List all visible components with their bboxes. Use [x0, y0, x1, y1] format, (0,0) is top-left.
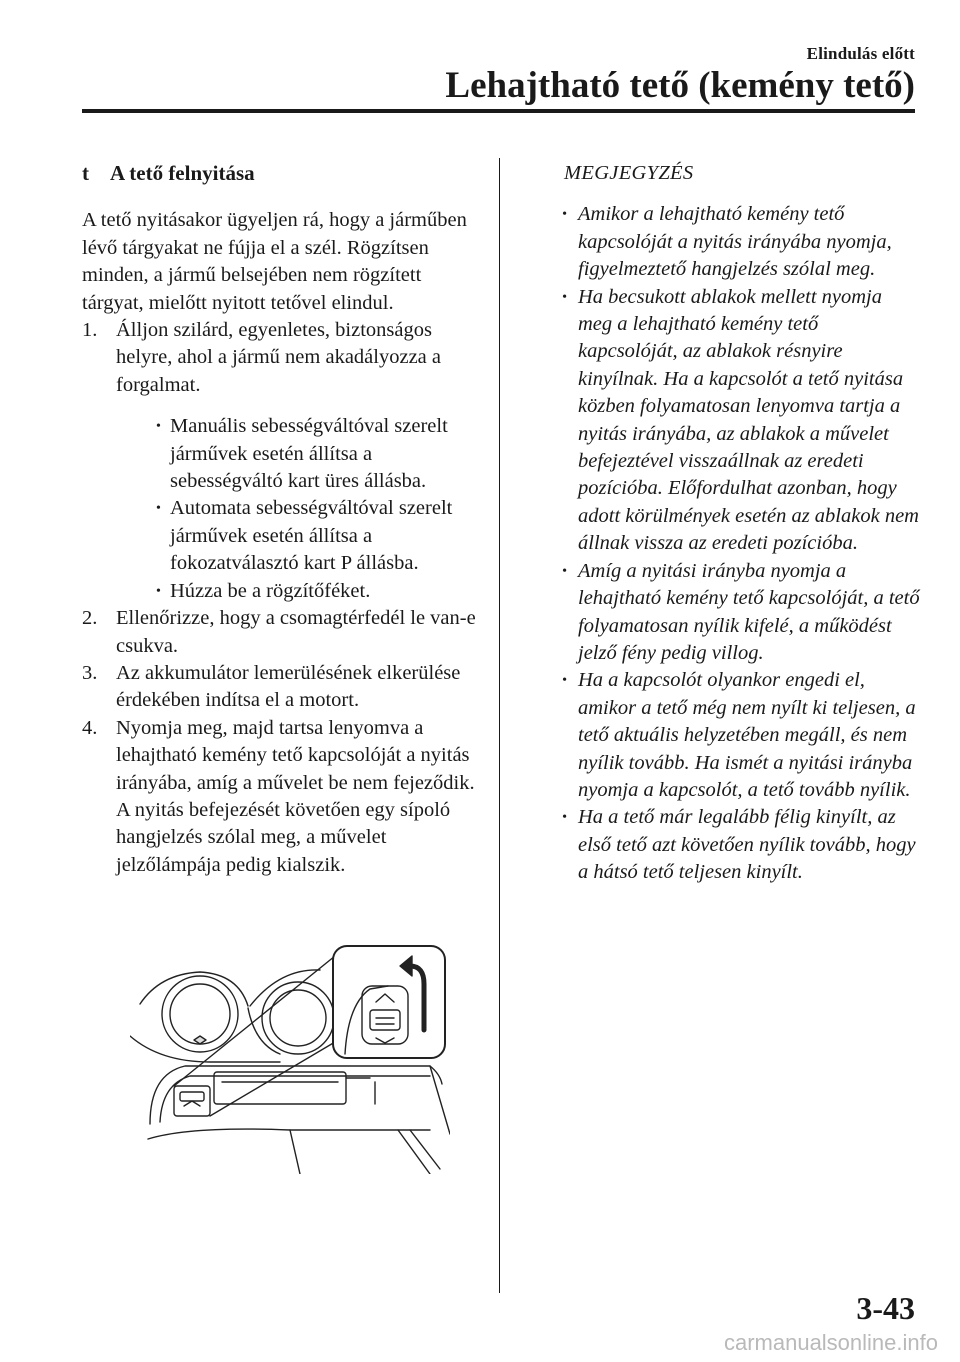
page-number: 3-43 [856, 1290, 915, 1326]
step-1 [82, 317, 477, 605]
bullet-text: Manuális sebességváltóval szerelt járművek esetén állítsa a sebességváltó kart üres állásba. [170, 415, 448, 493]
step-3 [82, 660, 477, 715]
note-text: Amíg a nyitási irányba nyomja a lehajtható kemény tető kapcsolóját, a tető folyamatosan nyílik kifelé, a működést jelző fény pedig villog. [578, 559, 920, 664]
section-heading [82, 160, 477, 187]
roof-switch-illustration [130, 944, 450, 1174]
list-item [556, 284, 921, 558]
intro-paragraph: A tető nyitásakor ügyeljen rá, hogy a járműben lévő tárgyakat ne fújja el a szél. Rögzítsen minden, a jármű belsejében nem rögzített tárgyat, mielőtt nyitott tetővel elindul. [82, 209, 467, 314]
note-text: Ha a kapcsolót olyankor engedi el, amikor a tető még nem nyílt ki teljesen, a tető aktuális helyzetében megáll, és nem nyílik tovább. Ha ismét a nyitási irányba nyomja a kapcsolót, a tető tovább nyílik. [578, 669, 916, 801]
section-heading-text: A tető felnyitása [110, 161, 255, 185]
step-number: 1. [82, 319, 98, 342]
step-text: Ellenőrizze, hogy a csomagtérfedél le van-e csukva. [116, 607, 476, 657]
bullet-icon: • [562, 810, 567, 826]
list-item [116, 495, 477, 577]
bullet-icon: • [156, 501, 161, 517]
note-text: Amikor a lehajtható kemény tető kapcsolóját a nyitás irányába nyomja, figyelmeztető hangjelzés szólal meg. [578, 203, 892, 281]
gauge-cluster-drawing [130, 970, 334, 1062]
list-item [556, 558, 921, 668]
list-item [116, 413, 477, 495]
list-item [556, 804, 921, 886]
note-title: MEGJEGYZÉS [564, 162, 694, 184]
step-number: 3. [82, 661, 98, 684]
steps-list [82, 317, 477, 879]
bullet-text: Automata sebességváltóval szerelt járművek esetén állítsa a fokozatválasztó kart P állásba. [170, 497, 453, 575]
bullet-icon: • [562, 563, 567, 579]
bullet-icon: • [562, 673, 567, 689]
step-2 [82, 605, 477, 660]
step-text: Nyomja meg, majd tartsa lenyomva a lehajtható kemény tető kapcsolóját a nyitás irányába, amíg a művelet be nem fejeződik. A nyitás befejezését követően egy sípoló hangjelzés szólal meg, a művelet jelzőlámpája pedig kialszik. [116, 716, 475, 876]
note-text: Ha a tető már legalább félig kinyílt, az első tető azt követően nyílik tovább, hogy a hátsó tető teljesen kinyílt. [578, 806, 916, 884]
left-column [82, 160, 477, 879]
list-item [116, 578, 477, 605]
note-column [556, 160, 921, 887]
header-rule [82, 109, 915, 113]
step-number: 4. [82, 716, 98, 739]
page-title: Lehajtható tető (kemény tető) [445, 65, 915, 106]
note-text: Ha becsukott ablakok mellett nyomja meg a lehajtható kemény tető kapcsolóját, az ablakok résnyire kinyílnak. Ha a kapcsolót a tető nyitása közben folyamatosan lenyomva tartja a nyitás irányába, az ablakok a művelet befejeztével visszaállnak az eredeti pozícióba. Előfordulhat azonban, hogy adott körülmények esetén az ablakok nem állnak vissza az eredeti pozícióba. [578, 285, 919, 555]
bullet-text: Húzza be a rögzítőféket. [170, 579, 371, 602]
step-1-bullets [116, 413, 477, 605]
list-item [556, 667, 921, 804]
center-console-drawing [148, 1066, 450, 1174]
column-divider [499, 158, 500, 1293]
bullet-icon: • [156, 419, 161, 435]
list-item [556, 201, 921, 283]
bullet-icon: • [156, 583, 161, 599]
watermark: carmanualsonline.info [723, 1330, 938, 1355]
step-text: Álljon szilárd, egyenletes, biztonságos helyre, ahol a jármű nem akadályozza a forgalmat. [116, 319, 441, 396]
note-list [556, 201, 921, 886]
step-text: Az akkumulátor lemerülésének elkerülése érdekében indítsa el a motort. [116, 661, 461, 712]
bullet-icon: • [562, 207, 567, 223]
step-number: 2. [82, 607, 98, 630]
bullet-icon: • [562, 289, 567, 305]
section-marker: t [82, 161, 89, 185]
section-header: Elindulás előtt [806, 44, 915, 63]
switch-inset [333, 946, 445, 1058]
step-4 [82, 715, 477, 879]
